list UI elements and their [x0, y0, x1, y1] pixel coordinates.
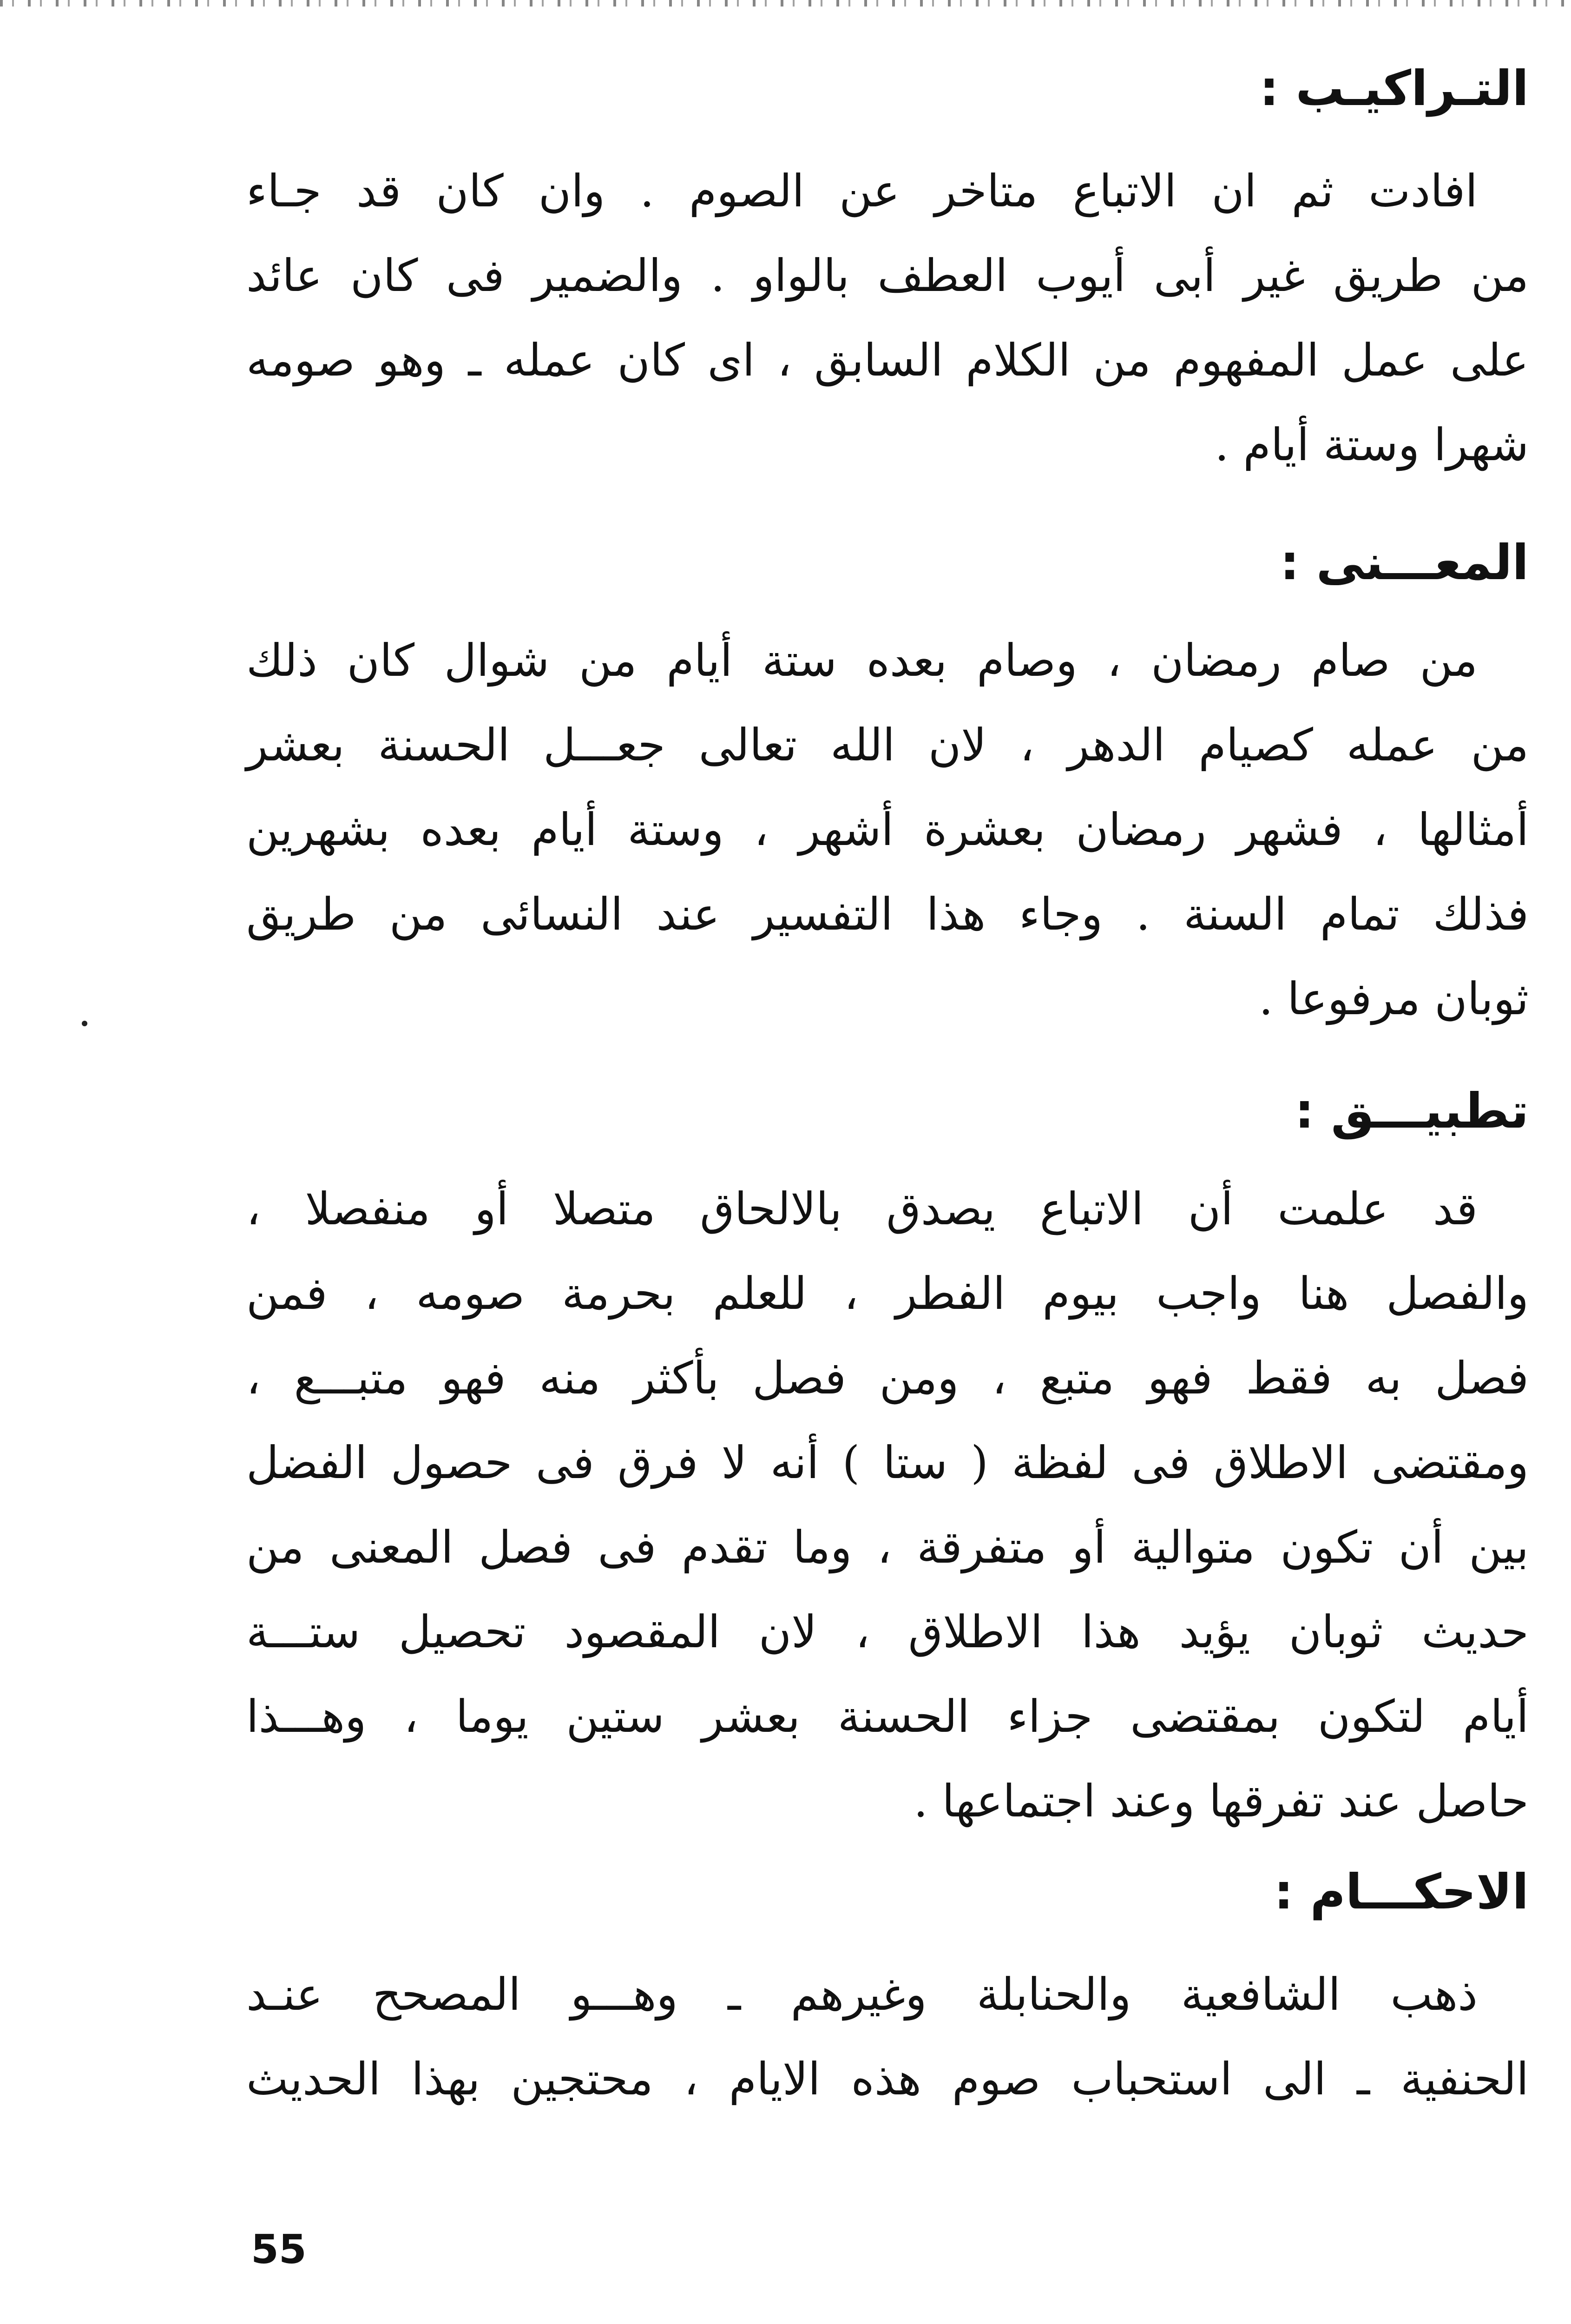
section-heading: تطبيـــق :: [1295, 1083, 1529, 1139]
text-line: أمثالها ، فشهر رمضان بعشرة أشهر ، وستة أيام بعده بشهرين: [246, 804, 1529, 856]
section-tatbiq-body: [246, 1167, 1529, 1843]
section-paragraph: [246, 618, 1529, 1041]
scan-top-edge: [0, 0, 1571, 7]
text-line: فصل به فقط فهو متبع ، ومن فصل بأكثر منه فهو متبـــع ،: [246, 1352, 1529, 1404]
section-heading: التـراكيـب :: [1259, 60, 1529, 117]
section-heading: الاحكـــام :: [1274, 1863, 1529, 1920]
text-line: من عمله كصيام الدهر ، لان الله تعالى جعـــل الحسنة بعشر: [246, 719, 1529, 771]
text-line: حاصل عند تفرقها وعند اجتماعها .: [914, 1775, 1529, 1827]
section-paragraph: [246, 149, 1529, 487]
text-line: قد علمت أن الاتباع يصدق بالالحاق متصلا أو منفصلا ،: [246, 1183, 1478, 1235]
section-paragraph: [246, 1952, 1529, 2121]
section-ahkam: [246, 1859, 1529, 1924]
section-paragraph: [246, 1167, 1529, 1843]
text-line: ومقتضى الاطلاق فى لفظة ( ستا ) أنه لا فرق فى حصول الفضل: [246, 1437, 1529, 1489]
text-line: أيام لتكون بمقتضى جزاء الحسنة بعشر ستين يوما ، وهـــذا: [246, 1690, 1529, 1743]
text-line: ذهب الشافعية والحنابلة وغيرهم ـ وهـــو المصحح عنـد: [246, 1968, 1478, 2020]
page-number: 55: [251, 2226, 307, 2273]
text-line: ثوبان مرفوعا .: [1259, 973, 1529, 1025]
text-line: من طريق غير أبى أيوب العطف بالواو . والضمير فى كان عائد: [246, 250, 1529, 302]
text-line: والفصل هنا واجب بيوم الفطر ، للعلم بحرمة صومه ، فمن: [246, 1268, 1529, 1320]
section-maana: [246, 530, 1529, 595]
text-line: افادت ثم ان الاتباع متاخر عن الصوم . وان كان قد جـاء: [246, 165, 1478, 217]
text-line: من صام رمضان ، وصام بعده ستة أيام من شوال كان ذلك: [246, 634, 1478, 687]
stray-ink-dot: [82, 1021, 87, 1026]
section-tarakib: [246, 56, 1529, 121]
text-line: بين أن تكون متوالية أو متفرقة ، وما تقدم فى فصل المعنى من: [246, 1521, 1529, 1573]
text-line: شهرا وستة أيام .: [1215, 419, 1529, 471]
text-line: الحنفية ـ الى استحباب صوم هذه الايام ، محتجين بهذا الحديث: [246, 2053, 1529, 2105]
section-tarakib-body: [246, 149, 1529, 487]
text-line: فذلك تمام السنة . وجاء هذا التفسير عند النسائى من طريق: [246, 888, 1529, 940]
section-ahkam-body: [246, 1952, 1529, 2121]
section-maana-body: [246, 618, 1529, 1041]
text-line: حديث ثوبان يؤيد هذا الاطلاق ، لان المقصود تحصيل ستـــة: [246, 1606, 1529, 1658]
section-heading: المعـــنى :: [1280, 534, 1529, 591]
section-tatbiq: [246, 1078, 1529, 1143]
text-line: على عمل المفهوم من الكلام السابق ، اى كان عمله ـ وهو صومه: [246, 334, 1529, 386]
